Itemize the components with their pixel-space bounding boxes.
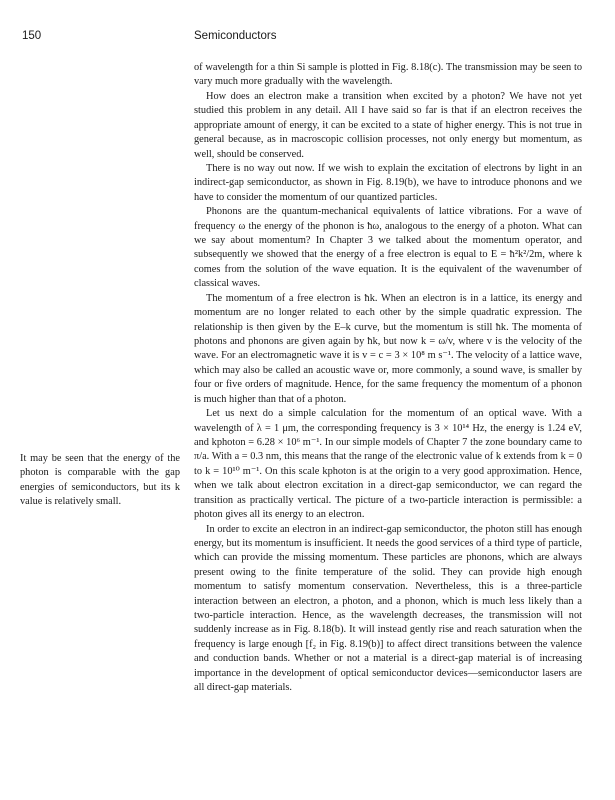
running-head: Semiconductors [194,30,277,42]
paragraph-phonons: Phonons are the quantum-mechanical equivalents of lattice vibrations. For a wave of frequency ω the energy of the phonon is ħω, analogous to the energy of a photon. What can we say about momentum? In Chapter 3 we talked about the momentum operator, and subsequently we showed that the energy of a free electron is equal to E = ħ²k²/2m, where k comes from the solution of the wave equation. It is the equivalent of the wavenumber of classical waves. [194,206,582,290]
paragraph-continuation: of wavelength for a thin Si sample is plotted in Fig. 8.18(c). The transmission may be seen to vary much more gradually with the wavelength. [194,62,582,88]
paragraph-photon-transition: How does an electron make a transition when excited by a photon? We have not yet studied this problem in any detail. All I have said so far is that if an electron receives the appropriate amount of energy, it can be excited to a state of higher energy. This is not true in general because, as in macroscopic collision processes, not only energy but momentum, as well, should be conserved. [194,90,582,160]
body-text [194,61,582,696]
page-number: 150 [22,30,42,42]
paragraph-three-particle: In order to excite an electron in an indirect-gap semiconductor, the photon still has enough energy, but its momentum is insufficient. It needs the good services of a third type of particle, which can provide the missing momentum. These particles are phonons, which are always present owing to the finite temperature of the solid. They can provide high enough momentum to satisfy momentum conservation. Nevertheless, this is a three-particle interaction between an electron, a photon, and a phonon, which is much less likely than a two-particle interaction. Hence, as the wavelength decreases, the transmission will not suddenly increase as in Fig. 8.18(b). It will instead gently rise and reach saturation when the frequency is large enough [f₂ in Fig. 8.19(b)] to affect direct transitions between the valence and conduction bands. Whether or not a material is a direct-gap material is of increasing importance in the development of optical semiconductor devices—semiconductor lasers are all direct-gap materials. [194,523,582,694]
paragraph-momentum: The momentum of a free electron is ħk. When an electron is in a lattice, its energy and momentum are no longer related to each other by the simple quadratic expression. The relationship is then given by the E–k curve, but the momentum is still ħk. The momenta of photons and phonons are given again by ħk, but now k = ω/v, where v is the velocity of the wave. For an electromagnetic wave it is v = c = 3 × 10⁸ m s⁻¹. The velocity of a lattice wave, which may also be called an acoustic wave or, more commonly, a sound wave, is smaller by four or five orders of magnitude. Hence, for the same frequency the momentum of a phonon is much higher than that of a photon. [194,292,582,405]
paragraph-indirect-gap: There is no way out now. If we wish to explain the excitation of electrons by light in an indirect-gap semiconductor, as shown in Fig. 8.19(b), we have to introduce phonons and we have to consider the momentum of our quantized particles. [194,162,582,203]
margin-note: It may be seen that the energy of the photon is comparable with the gap energies of semiconductors, but its k value is relatively small. [20,453,180,508]
paragraph-optical-calculation: Let us next do a simple calculation for the momentum of an optical wave. With a wavelength of λ = 1 μm, the corresponding frequency is 3 × 10¹⁴ Hz, the energy is 1.24 eV, and kphoton = 6.28 × 10⁶ m⁻¹. In our simple models of Chapter 7 the zone boundary came to π/a. With a = 0.3 nm, this means that the range of the electronic value of k extends from k = 0 to k = 10¹⁰ m⁻¹. On this scale kphoton is at the origin to a very good approximation. Hence, when we talk about electron excitation in a direct-gap semiconductor, we can regard the transition as practically vertical. The picture of a two-particle interaction is permissible: a photon gives all its energy to an electron. [194,408,582,521]
page-header [0,30,615,46]
